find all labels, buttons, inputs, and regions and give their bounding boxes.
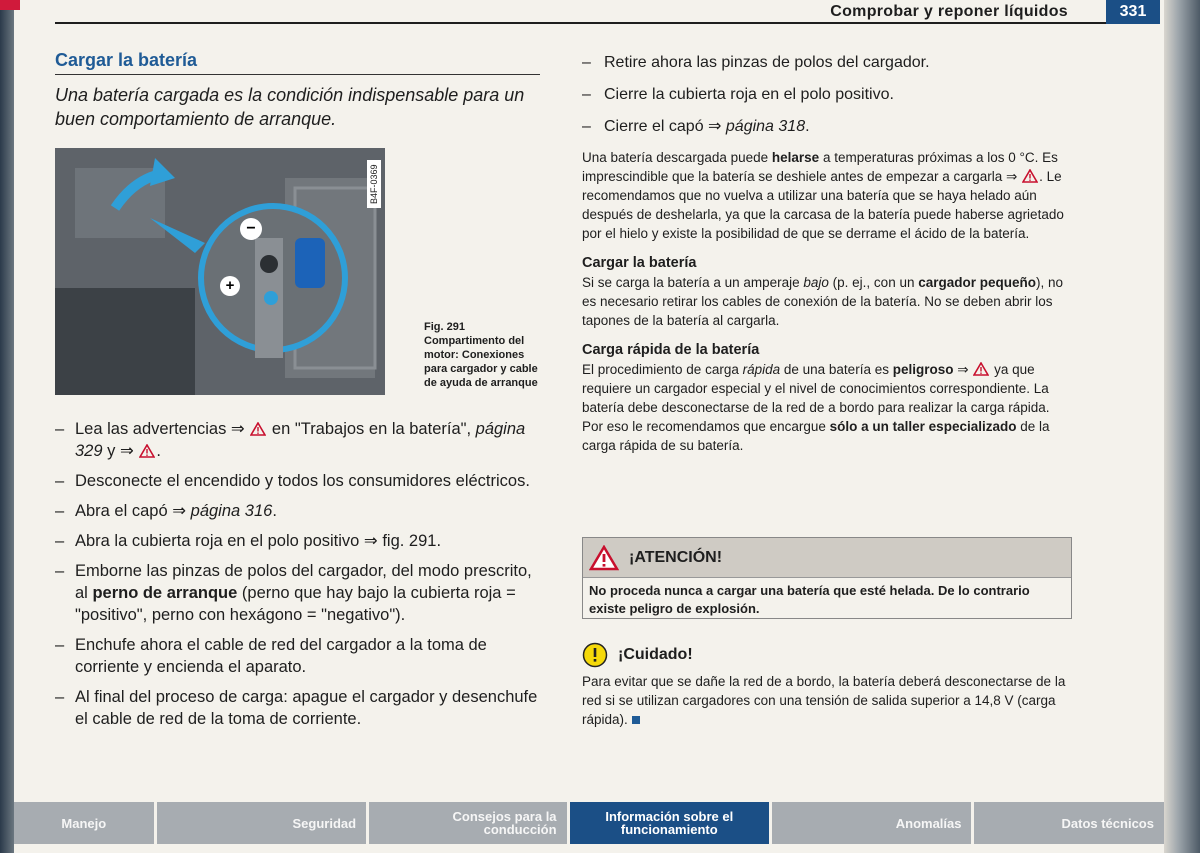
list-item: – Emborne las pinzas de polos del cargador, del modo prescrito, al perno de arranque (perno que hay bajo la cubierta roja = "positivo", perno con hexágono = "negativo"). — [55, 560, 540, 626]
freezing-paragraph: Una batería descargada puede helarse a temperaturas próximas a los 0 °C. Es imprescindible que la batería se deshiele antes de empezar a cargarla ⇒ . Le recomendamos que no vuelva a utilizar una batería que se haya helado aún después de deshelarla, ya que la carcasa de la batería puede haberse agrietado por el hielo y existe la posibilidad de que se derrame el ácido de la batería. — [582, 150, 1064, 241]
chapter-title: Comprobar y reponer líquidos — [830, 3, 1068, 20]
tab-anomalias[interactable]: Anomalías — [772, 802, 971, 844]
page-reference[interactable]: página 318 — [725, 118, 806, 135]
page-number: 331 — [1106, 0, 1160, 24]
list-item: – Retire ahora las pinzas de polos del cargador. — [582, 52, 1072, 74]
tab-datos-tecnicos[interactable]: Datos técnicos — [974, 802, 1164, 844]
figure-291 — [55, 148, 540, 395]
fast-charge-paragraph: El procedimiento de carga rápida de una batería es peligroso ⇒ ya que requiere un cargador especial y el nivel de conocimientos correspondiente. La batería debe desconectarse de la red de a bordo para realizar la carga rápida. Por eso le recomendamos que encargue sólo a un taller especializado de la carga rápida de su batería. — [582, 362, 1050, 453]
page-corner-mark — [0, 0, 20, 10]
warning-triangle-icon — [589, 545, 619, 571]
caution-header — [582, 642, 1072, 668]
list-item: – Lea las advertencias ⇒ en "Trabajos en la batería", página 329 y ⇒ . — [55, 418, 540, 462]
list-item: – Cierre la cubierta roja en el polo positivo. — [582, 84, 1072, 106]
warning-triangle-icon — [1022, 169, 1038, 183]
engine-bay-photo — [55, 148, 385, 395]
list-item: – Abra el capó ⇒ página 316. — [55, 500, 540, 522]
figure-code: B4F-0369 — [367, 160, 381, 208]
page-header — [55, 0, 1160, 24]
right-column — [582, 52, 1072, 455]
negative-terminal-label: − — [240, 218, 262, 240]
header-rule — [55, 22, 1160, 24]
caution-exclamation-icon — [582, 642, 608, 668]
list-item: – Cierre el capó ⇒ página 318. — [582, 116, 1072, 138]
warning-triangle-icon — [250, 422, 266, 436]
tab-manejo[interactable]: Manejo — [14, 802, 154, 844]
caution-note — [582, 642, 1072, 729]
list-item: – Al final del proceso de carga: apague el cargador y desenchufe el cable de red de la toma de corriente. — [55, 686, 540, 730]
procedure-steps-left — [55, 418, 540, 738]
subheading-charge: Cargar la batería — [582, 255, 697, 271]
warning-title: ¡ATENCIÓN! — [629, 548, 723, 566]
warning-text: No proceda nunca a cargar una batería que esté helada. De lo contrario existe peligro de explosión. — [589, 583, 1030, 616]
page-left-edge — [0, 0, 14, 853]
warning-header — [583, 538, 1071, 578]
charge-paragraph: Si se carga la batería a un amperaje bajo (p. ej., con un cargador pequeño), no es necesario retirar los cables de conexión de la batería. No se deben abrir los tapones de la batería al cargarla. — [582, 275, 1064, 328]
page-reference[interactable]: página 329 — [75, 420, 526, 460]
section-title: Cargar la batería — [55, 50, 540, 75]
positive-terminal-label: + — [220, 276, 240, 296]
intro-text: Una batería cargada es la condición indispensable para un buen comportamiento de arranque. — [55, 85, 525, 129]
end-of-section-mark — [632, 716, 640, 724]
caution-text: Para evitar que se dañe la red de a bordo, la batería deberá desconectarse de la red si se utilizan cargadores con una tensión de salida superior a 14,8 V (carga rápida). — [582, 674, 1066, 727]
figure-caption: Fig. 291 Compartimento del motor: Conexiones para cargador y cable de ayuda de arranque — [424, 321, 538, 389]
caution-title: ¡Cuidado! — [618, 646, 693, 663]
warning-box — [582, 537, 1072, 619]
warning-triangle-icon — [139, 444, 155, 458]
engine-bay-illustration — [55, 148, 385, 395]
tab-consejos[interactable]: Consejos para la conducción — [369, 802, 566, 844]
subheading-fast-charge: Carga rápida de la batería — [582, 342, 760, 358]
page-reference[interactable]: página 316 — [190, 502, 273, 520]
tab-seguridad[interactable]: Seguridad — [157, 802, 366, 844]
page-right-edge — [1164, 0, 1200, 853]
chapter-nav — [14, 802, 1164, 844]
left-column — [55, 50, 540, 728]
list-item: – Abra la cubierta roja en el polo positivo ⇒ fig. 291. — [55, 530, 540, 552]
list-item: – Desconecte el encendido y todos los consumidores eléctricos. — [55, 470, 540, 492]
tab-informacion[interactable]: Información sobre el funcionamiento — [570, 802, 769, 844]
warning-triangle-icon — [973, 362, 989, 376]
procedure-steps-right — [582, 52, 1072, 138]
list-item: – Enchufe ahora el cable de red del cargador a la toma de corriente y encienda el aparato. — [55, 634, 540, 678]
